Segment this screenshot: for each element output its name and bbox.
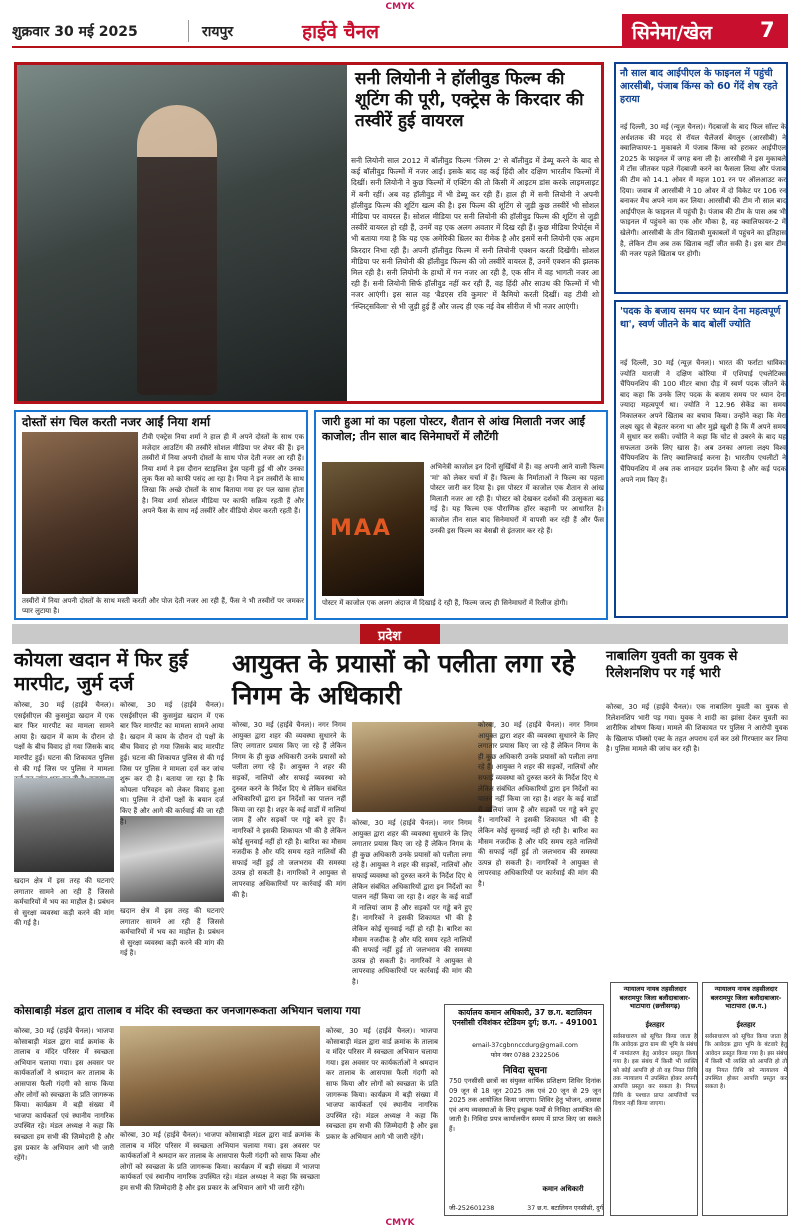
nia-caption: तस्वीरों में निया अपनी दोस्तों के साथ मस्ती करती और पोज देती नजर आ रही हैं, फैंस ने भी तस्वीरों पर जमकर प्यार लुटाया है।	[22, 597, 304, 616]
notice2-label: ईश्तहार	[736, 1021, 756, 1029]
tender-phone: फोन नंबर 0788 2322506	[490, 1052, 560, 1059]
sunny-body: सनी लियोनी साल 2012 में बॉलीवुड फिल्म 'जिस्म 2' से बॉलीवुड में डेब्यू करने के बाद से कई बॉलीवुड फिल्मों में नजर आईं। इसके बाद वह कई हिंदी और दक्षिण भारतीय फिल्मों में दिखीं। सनी लियोनी ने कुछ फिल्मों में एक्टिंग की तो किसी में आइटम डांस करके लाइमलाइट में बनी रहीं। अब वह हॉलीवुड में भी डेब्यू कर रही हैं। हाल ही में सनी लियोनी ने अपनी हॉलीवुड फिल्म की शूटिंग खत्म की है। इस फिल्म की शूटिंग से जुड़ी कुछ तस्वीरें भी सोशल मीडिया पर वायरल हैं। सोशल मीडिया पर सनी लियोनी की हॉलीवुड फिल्म की शूटिंग से जुड़ी तस्वीरें वायरल हो रही हैं, उनमें वह एक अलग अवतार में दिख रही हैं। कुछ मीडिया रिपोर्ट्स में भी बताया गया है कि यह एक अमेरिकी थ्रिलर का रीमेक है और इसमें सनी लियोनी एक अहम किरदार निभा रही हैं। अपनी हॉलीवुड फिल्म में सनी लियोनी एक्शन करती दिखेंगी। सोशल मीडिया पर सनी लियोनी की हॉलीवुड फिल्म की जो तस्वीरें वायरल हैं, उनमें एक्शन की झलक मिल रही है। सनी लियोनी के हाथों में गन नजर आ रही है, एक सीन में वह भागती नजर आ रही हैं। सनी लियोनी सिर्फ हॉलीवुड नहीं कर रही हैं, वह हिंदी और साउथ की फिल्मों में भी नजर आएंगी। इस साल वह 'बैडएस रवि कुमार' में कैमियो करती दिखीं। वह टीवी शो 'स्प्लिट्सविला' से भी जुड़ी हुई हैं और जल्द ही एक नई वेब सीरीज में भी नजर आएंगी।	[351, 156, 599, 311]
notice1-title: न्यायालय नायब तहसीलदार बलरामपुर जिला बलौदाबाजार-भाटापारा (छत्तीसगढ़)	[619, 985, 691, 1011]
tender-code: जी-252601238	[449, 1204, 495, 1212]
koyla-body-2: खदान क्षेत्र में इस तरह की घटनाएं लगातार सामने आ रही हैं जिससे कर्मचारियों में भय का माहौल है। प्रबंधन से सुरक्षा व्यवस्था कड़ी करने की मांग की गई है।	[14, 877, 114, 928]
notice1-label: ईश्तहार	[645, 1021, 665, 1029]
jyoti-headline: 'पदक के बजाय समय पर ध्यान देना महत्वपूर्ण था', स्वर्ण जीतने के बाद बोलीं ज्योति	[620, 306, 781, 330]
koyla-photo-2	[120, 816, 224, 902]
kosabadi-photo	[120, 1026, 320, 1126]
kosabadi-body-2: कोरबा, 30 मई (हाईवे चैनल)। भाजपा कोसाबाड़ी मंडल द्वारा वार्ड क्रमांक के तालाब व मंदिर परिसर में स्वच्छता अभियान चलाया गया। इस अवसर पर कार्यकर्ताओं ने श्रमदान कर तालाब के आसपास फैली गंदगी को साफ किया और लोगों को स्वच्छता के प्रति जागरूक किया। कार्यक्रम में बड़ी संख्या में भाजपा कार्यकर्ता एवं स्थानीय नागरिक उपस्थित रहे। मंडल अध्यक्ष ने कहा कि स्वच्छता हम सभी की जिम्मेदारी है और इस प्रकार के अभियान आगे भी जारी रहेंगे।	[120, 1131, 320, 1192]
ipl-body: नई दिल्ली, 30 मई (न्यूज़ चैनल)। गेंदबाजों के बाद फिल सॉल्ट के अर्धशतक की मदद से रॉयल चैलेंजर्स बेंगलुरु (आरसीबी) ने क्वालिफायर-1 मुकाबले में पंजाब किंग्स को हराकर आईपीएल 2025 के फाइनल में जगह बना ली है। आरसीबी ने इस मुकाबले में टॉस जीतकर पहले गेंदबाजी करने का फैसला लिया और पंजाब की टीम को 14.1 ओवर में महज 101 रन पर ऑलआउट कर दिया। जवाब में आरसीबी ने 10 ओवर में दो विकेट पर 106 रन बनाकर मैच अपने नाम कर लिया। आरसीबी की टीम नौ साल बाद आईपीएल के फाइनल में पहुंची है। पंजाब की टीम के पास अब भी फाइनल में पहुंचने का एक और मौका है, वह क्वालिफायर-2 में खेलेगी। आरसीबी के तीन खिताबी मुकाबलों में पहुंचने का इतिहास है, लेकिन टीम अब तक खिताब नहीं जीत सकी है। इस बार टीम की नजर पहले खिताब पर होगी।	[620, 123, 786, 259]
ipl-headline: नौ साल बाद आईपीएल के फाइनल में पहुंची आरसीबी, पंजाब किंग्स को 60 गेंदें शेष रहते हराया	[620, 68, 778, 105]
nia-photo	[22, 432, 138, 594]
koyla-side-body: कोरबा, 30 मई (हाईवे चैनल)। एसईसीएल की कुसमुंडा खदान में एक बार फिर मारपीट का मामला सामने आया है। खदान में काम के दौरान दो पक्षों के बीच विवाद हो गया जिसके बाद मारपीट हुई। घटना की शिकायत पुलिस से की गई जिस पर पुलिस ने मामला दर्ज कर जांच शुरू कर दी है। बताया जा रहा है कि कोयला परिवहन को लेकर विवाद हुआ था। पुलिस ने दोनों पक्षों के बयान दर्ज किए हैं और आगे की कार्रवाई की जा रही है।	[120, 701, 224, 826]
kajol-story	[314, 410, 608, 620]
nia-headline: दोस्तों संग चिल करती नजर आईं निया शर्मा	[22, 415, 211, 429]
tender-office: कार्यालय कमान अधिकारी, 37 छ.ग. बटालियन एनसीसी रविशंकर स्टेडियम दुर्ग; छ.ग. - 491001	[452, 1008, 598, 1028]
section-label: सिनेमा/खेल	[632, 22, 712, 44]
sunny-headline: सनी लियोनी ने हॉलीवुड फिल्म की शूटिंग की पूरी, एक्ट्रेस के किरदार की तस्वीरें हुई वायरल	[355, 69, 584, 131]
nabalig-story	[606, 648, 788, 978]
koyla-headline: कोयला खदान में फिर हुई मारपीट, जुर्म दर्ज	[14, 649, 189, 695]
kosabadi-headline: कोसाबाड़ी मंडल द्वारा तालाब व मंदिर की स्वच्छता कर जनजागरूकता अभियान चलाया गया	[14, 1005, 361, 1017]
kajol-headline: जारी हुआ मां का पहला पोस्टर, शैतान से आंख मिलाती नजर आईं काजोल; तीन साल बाद सिनेमाघरों में लौटेंगी	[322, 415, 585, 443]
sunny-figure	[137, 105, 217, 395]
nia-story	[14, 410, 308, 620]
kajol-body: अभिनेत्री काजोल इन दिनों सुर्खियों में हैं। वह अपनी आने वाली फिल्म 'मां' को लेकर चर्चा में हैं। फिल्म के निर्माताओं ने फिल्म का पहला पोस्टर जारी कर दिया है। इस पोस्टर में काजोल एक शैतान से आंख मिलाती नजर आ रही हैं। पोस्टर को देखकर दर्शकों की उत्सुकता बढ़ गई है। यह फिल्म एक पौराणिक हॉरर कहानी पर आधारित है। काजोल तीन साल बाद सिनेमाघरों में वापसी कर रही हैं और फैंस उनकी इस फिल्म का बेसब्री से इंतजार कर रहे हैं।	[430, 463, 604, 535]
header-separator	[188, 20, 189, 42]
aayukt-body-2: कोरबा, 30 मई (हाईवे चैनल)। नगर निगम आयुक्त द्वारा शहर की व्यवस्था सुधारने के लिए लगातार प्रयास किए जा रहे हैं लेकिन निगम के ही कुछ अधिकारी उनके प्रयासों को पलीता लगा रहे हैं। आयुक्त ने शहर की सड़कों, नालियों और सफाई व्यवस्था को दुरुस्त करने के निर्देश दिए थे लेकिन संबंधित अधिकारियों द्वारा इन निर्देशों का पालन नहीं किया जा रहा है। शहर के कई वार्डों में नालियां जाम हैं और सड़कों पर गड्ढे बने हुए हैं। नागरिकों ने इसकी शिकायत भी की है लेकिन कोई सुनवाई नहीं हो रही है। बारिश का मौसम नजदीक है और यदि समय रहते नालियों की सफाई नहीं हुई तो जलभराव की समस्या उत्पन्न हो सकती है। नागरिकों ने आयुक्त से लापरवाह अधिकारियों पर कार्रवाई की मांग की है।	[352, 819, 472, 986]
tender-title: निविदा सूचना	[502, 1066, 548, 1076]
aayukt-story	[230, 648, 600, 1000]
ipl-story	[614, 62, 788, 294]
nabalig-body: कोरबा, 30 मई (हाईवे चैनल)। एक नाबालिग युवती का युवक से रिलेशनशिप भारी पड़ गया। युवक ने शादी का झांसा देकर युवती का शारीरिक शोषण किया। मामले की शिकायत पर पुलिस ने आरोपी युवक के खिलाफ पॉक्सो एक्ट के तहत अपराध दर्ज कर उसे गिरफ्तार कर लिया है। पुलिस मामले की जांच कर रही है।	[606, 703, 788, 754]
poster-title: MAA	[330, 516, 392, 541]
koyla-side-body-2: खदान क्षेत्र में इस तरह की घटनाएं लगातार सामने आ रही हैं जिससे कर्मचारियों में भय का माहौल है। प्रबंधन से सुरक्षा व्यवस्था कड़ी करने की मांग की गई है।	[120, 907, 224, 958]
section-label-box	[622, 14, 788, 48]
page-number: 7	[760, 18, 775, 42]
koyla-photo	[14, 778, 114, 872]
aayukt-photo	[352, 722, 492, 812]
sunny-story	[14, 62, 604, 404]
tender-sign: कमान अधिकारी	[542, 1185, 584, 1193]
kajol-caption: पोस्टर में काजोल एक अलग अंदाज में दिखाई दे रही हैं, फिल्म जल्द ही सिनेमाघरों में रिलीज होगी।	[322, 599, 568, 607]
cmyk-top: CMYK	[385, 2, 415, 12]
aayukt-headline: आयुक्त के प्रयासों को पलीता लगा रहे निगम के अधिकारी	[232, 649, 575, 710]
tender-addr: 37 छ.ग. बटालियन एनसीसी, दुर्ग	[527, 1205, 603, 1212]
cmyk-bottom: CMYK	[385, 1218, 415, 1228]
kosabadi-body-3: कोरबा, 30 मई (हाईवे चैनल)। भाजपा कोसाबाड़ी मंडल द्वारा वार्ड क्रमांक के तालाब व मंदिर परिसर में स्वच्छता अभियान चलाया गया। इस अवसर पर कार्यकर्ताओं ने श्रमदान कर तालाब के आसपास फैली गंदगी को साफ किया और लोगों को स्वच्छता के प्रति जागरूक किया। कार्यक्रम में बड़ी संख्या में भाजपा कार्यकर्ता एवं स्थानीय नागरिक उपस्थित रहे। मंडल अध्यक्ष ने कहा कि स्वच्छता हम सभी की जिम्मेदारी है और इस प्रकार के अभियान आगे भी जारी रहेंगे।	[326, 1027, 438, 1141]
kajol-poster	[322, 462, 424, 596]
nia-body: टीवी एक्ट्रेस निया शर्मा ने हाल ही में अपने दोस्तों के साथ एक मजेदार आउटिंग की तस्वीरें सोशल मीडिया पर शेयर की हैं। इन तस्वीरों में निया अपनी दोस्तों के साथ पोज देती नजर आ रही हैं। निया शर्मा ने इस दौरान स्टाइलिश ड्रेस पहनी हुई थी और उनका लुक फैंस को काफी पसंद आ रहा है। निया ने इन तस्वीरों के साथ लिखा कि अच्छे दोस्तों के साथ बिताया गया हर पल खास होता है। निया शर्मा सोशल मीडिया पर काफी सक्रिय रहती हैं और अपने फैंस के साथ नई तस्वीरें और वीडियो शेयर करती रहती हैं।	[142, 433, 304, 516]
court-notice-2	[702, 982, 788, 1216]
koyla-body: कोरबा, 30 मई (हाईवे चैनल)। एसईसीएल की कुसमुंडा खदान में एक बार फिर मारपीट का मामला सामने आया है। खदान में काम के दौरान दो पक्षों के बीच विवाद हो गया जिसके बाद मारपीट हुई। घटना की शिकायत पुलिस से की गई जिस पर पुलिस ने मामला	[14, 701, 114, 773]
tender-body: 750 एनसीसी छात्रों का संयुक्त वार्षिक प्रशिक्षण शिविर दिनांक 09 जून से 18 जून 2025 तक एवं 20 जून से 29 जून 2025 तक आयोजित किया जाएगा। शिविर हेतु भोजन, आवास एवं अन्य व्यवस्थाओं के लिए इच्छुक फर्मों से निविदा आमंत्रित की जाती है। निविदा प्रपत्र कार्यालयीन समय में प्राप्त किए जा सकते हैं।	[449, 1077, 601, 1133]
koyla-story	[14, 648, 224, 1000]
kosabadi-body: कोरबा, 30 मई (हाईवे चैनल)। भाजपा कोसाबाड़ी मंडल द्वारा वार्ड क्रमांक के तालाब व मंदिर परिसर में स्वच्छता अभियान चलाया गया। इस अवसर पर कार्यकर्ताओं ने श्रमदान कर तालाब के आसपास फैली गंदगी को साफ किया और लोगों को स्वच्छता के प्रति जागरूक किया। कार्यक्रम में बड़ी संख्या में भाजपा कार्यकर्ता एवं स्थानीय नागरिक उपस्थित रहे। मंडल अध्यक्ष ने कहा कि स्वच्छता हम सभी की जिम्मेदारी है और इस प्रकार के अभियान आगे भी जारी रहेंगे।	[14, 1027, 114, 1163]
pradesh-label: प्रदेश	[378, 629, 402, 644]
sunny-photo	[17, 65, 347, 401]
kosabadi-story	[14, 1004, 438, 1216]
tender-email: email-37cgbnnccdurg@gmail.com	[472, 1042, 578, 1049]
notice2-body: सर्वसाधारण को सूचित किया जाता है कि आवेदक द्वारा भूमि के बंटवारे हेतु आवेदन प्रस्तुत किया गया है। इस संबंध में किसी भी व्यक्ति को आपत्ति हो तो वह नियत तिथि को न्यायालय में उपस्थित होकर आपत्ति प्रस्तुत कर सकता है।	[705, 1034, 787, 1091]
tender-notice	[444, 1004, 604, 1216]
court-notice-1	[610, 982, 698, 1216]
page-header	[12, 14, 788, 48]
brand-logo: हाईवे चैनल	[302, 21, 380, 43]
notice1-body: सर्वसाधारण को सूचित किया जाता है कि आवेदक द्वारा ग्राम की भूमि के संबंध में नामांतरण हेतु आवेदन प्रस्तुत किया गया है। इस संबंध में किसी भी व्यक्ति को कोई आपत्ति हो तो वह नियत तिथि तक न्यायालय में उपस्थित होकर अपनी आपत्ति प्रस्तुत कर सकता है। नियत तिथि के पश्चात प्राप्त आपत्तियों पर विचार नहीं किया जाएगा।	[613, 1034, 697, 1108]
header-city: रायपुर	[202, 24, 234, 40]
notice2-title: न्यायालय नायब तहसीलदार बलरामपुर जिला बलौदाबाजार-भाटापारा (छ.ग.)	[710, 985, 782, 1011]
aayukt-body-3: कोरबा, 30 मई (हाईवे चैनल)। नगर निगम आयुक्त द्वारा शहर की व्यवस्था सुधारने के लिए लगातार प्रयास किए जा रहे हैं लेकिन निगम के ही कुछ अधिकारी उनके प्रयासों को पलीता लगा रहे हैं। आयुक्त ने शहर की सड़कों, नालियों और सफाई व्यवस्था को दुरुस्त करने के निर्देश दिए थे लेकिन संबंधित अधिकारियों द्वारा इन निर्देशों का पालन नहीं किया जा रहा है। शहर के कई वार्डों में नालियां जाम हैं और सड़कों पर गड्ढे बने हुए हैं। नागरिकों ने इसकी शिकायत भी की है लेकिन कोई सुनवाई नहीं हो रही है। बारिश का मौसम नजदीक है और यदि समय रहते नालियों की सफाई नहीं हुई तो जलभराव की समस्या उत्पन्न हो सकती है। नागरिकों ने आयुक्त से लापरवाह अधिकारियों पर कार्रवाई की मांग की है।	[478, 721, 598, 888]
header-date: शुक्रवार 30 मई 2025	[12, 24, 138, 40]
jyoti-story	[614, 300, 788, 618]
pradesh-label-box	[360, 624, 440, 644]
pradesh-banner	[12, 624, 788, 644]
jyoti-body: नई दिल्ली, 30 मई (न्यूज़ चैनल)। भारत की फर्राटा धाविका ज्योति याराजी ने दक्षिण कोरिया में एशियाई एथलेटिक्स चैंपियनशिप की 100 मीटर बाधा दौड़ में स्वर्ण पदक जीतने के बाद कहा कि उनके लिए पदक के बजाय समय पर ध्यान देना ज्यादा महत्वपूर्ण था। ज्योति ने 12.96 सेकेंड का समय निकालकर अपने खिताब का बचाव किया। उन्होंने कहा कि मेरा लक्ष्य खुद से बेहतर करना था और मुझे खुशी है कि मैं अपने समय में सुधार कर सकी। ज्योति ने कहा कि चोट से उबरने के बाद यह सफलता उनके लिए खास है। अब उनका अगला लक्ष्य विश्व चैंपियनशिप के लिए क्वालिफाई करना है। भारतीय एथलीटों ने चैंपियनशिप में अब तक शानदार प्रदर्शन किया है और कई पदक अपने नाम किए हैं।	[620, 359, 786, 484]
aayukt-body-1: कोरबा, 30 मई (हाईवे चैनल)। नगर निगम आयुक्त द्वारा शहर की व्यवस्था सुधारने के लिए लगातार प्रयास किए जा रहे हैं लेकिन निगम के ही कुछ अधिकारी उनके प्रयासों को पलीता लगा रहे हैं। आयुक्त ने शहर की सड़कों, नालियों और सफाई व्यवस्था को दुरुस्त करने के निर्देश दिए थे लेकिन संबंधित अधिकारियों द्वारा इन निर्देशों का पालन नहीं किया जा रहा है। शहर के कई वार्डों में नालियां जाम हैं और सड़कों पर गड्ढे बने हुए हैं। नागरिकों ने इसकी शिकायत भी की है लेकिन कोई सुनवाई नहीं हो रही है। बारिश का मौसम नजदीक है और यदि समय रहते नालियों की सफाई नहीं हुई तो जलभराव की समस्या उत्पन्न हो सकती है। नागरिकों ने आयुक्त से लापरवाह अधिकारियों पर कार्रवाई की मांग की है।	[232, 721, 346, 899]
nabalig-headline: नाबालिग युवती का युवक से रिलेशनशिप पर गई भारी	[606, 649, 738, 681]
